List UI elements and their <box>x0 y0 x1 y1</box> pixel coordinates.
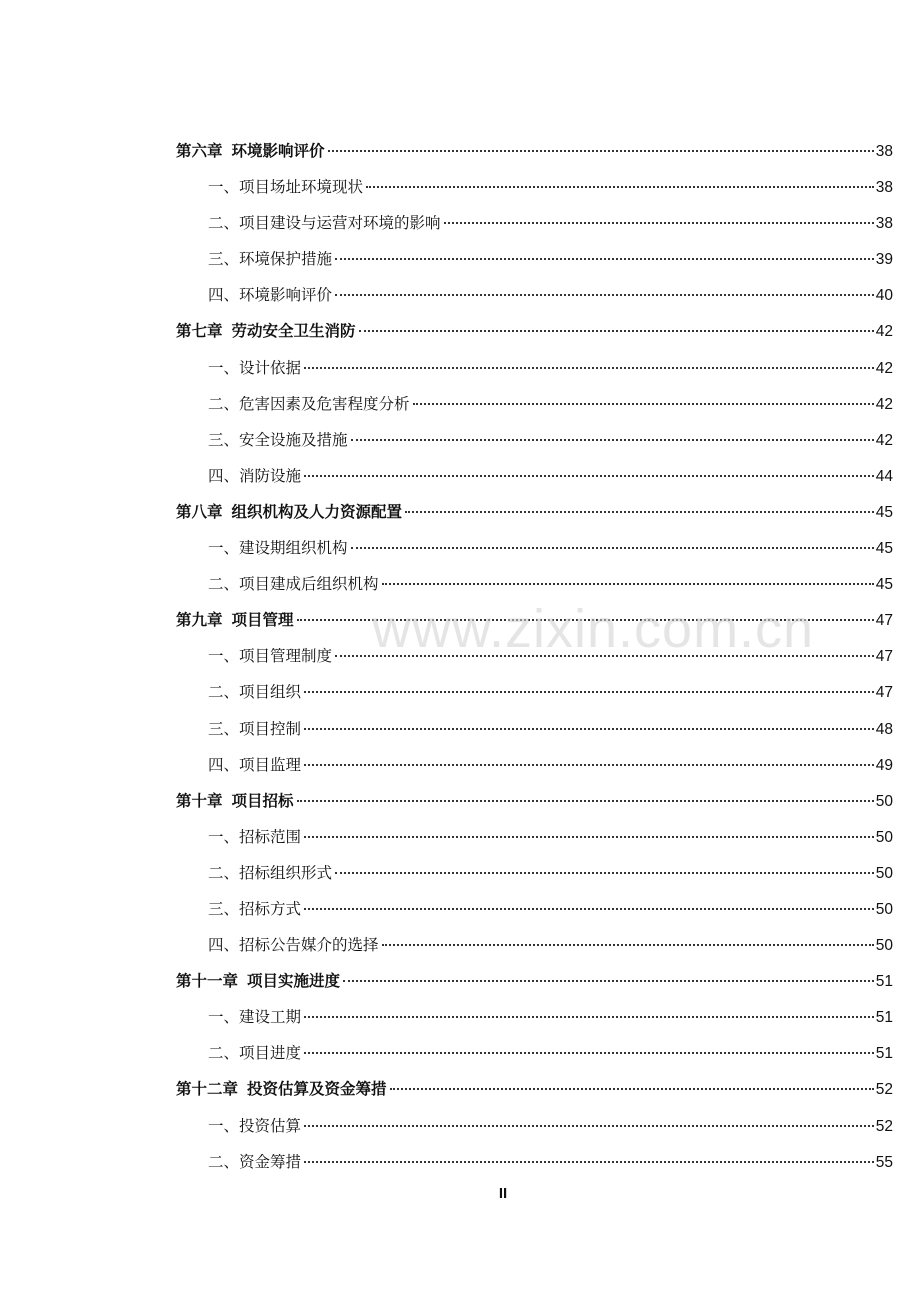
toc-section-entry[interactable] <box>176 999 893 1035</box>
toc-section-entry[interactable] <box>176 566 893 602</box>
watermark: www.zixin.com.cn <box>372 599 815 659</box>
dot-leader <box>366 186 874 188</box>
toc-page-number: 42 <box>875 359 893 377</box>
toc-page-number: 51 <box>875 1045 893 1063</box>
toc-entry-title: 二、资金筹措 <box>208 1152 302 1171</box>
toc-section-entry[interactable] <box>176 638 893 674</box>
toc-section-entry[interactable] <box>176 350 893 386</box>
dot-leader <box>304 728 874 730</box>
toc-entry-title <box>176 133 325 169</box>
toc-section-entry[interactable] <box>176 169 893 205</box>
dot-leader <box>304 764 874 766</box>
dot-leader <box>405 511 874 513</box>
toc-section-entry[interactable] <box>176 1108 893 1144</box>
toc-entry-title <box>176 313 356 349</box>
dot-leader <box>304 691 874 693</box>
dot-leader <box>297 800 874 802</box>
toc-entry-title: 三、招标方式 <box>208 899 302 918</box>
toc-chapter-label: 第七章 <box>176 322 223 341</box>
toc-page-number: 48 <box>875 720 893 738</box>
page-number: II <box>498 1185 508 1202</box>
toc-page-number: 42 <box>875 395 893 413</box>
toc-entry-title: 二、项目建设与运营对环境的影响 <box>208 214 441 233</box>
toc-page-number: 52 <box>875 1117 893 1135</box>
toc-chapter-title: 项目管理 <box>231 611 294 630</box>
toc-chapter-label: 第十二章 <box>176 1080 239 1099</box>
toc-page-number: 47 <box>875 684 893 702</box>
toc-page-number: 42 <box>875 323 893 341</box>
dot-leader <box>304 1125 874 1127</box>
toc-entry-title <box>176 1071 387 1107</box>
toc-chapter-entry[interactable] <box>176 494 893 530</box>
toc-chapter-entry[interactable] <box>176 313 893 349</box>
toc-page-number: 40 <box>875 287 893 305</box>
toc-chapter-label: 第十章 <box>176 791 223 810</box>
dot-leader <box>335 655 874 657</box>
toc-section-entry[interactable] <box>176 674 893 710</box>
dot-leader <box>304 475 874 477</box>
toc-chapter-title: 环境影响评价 <box>231 142 325 160</box>
toc-entry-title: 四、环境影响评价 <box>208 286 333 305</box>
toc-section-entry[interactable] <box>176 927 893 963</box>
toc-page-number: 51 <box>875 1009 893 1027</box>
toc-page-number: 52 <box>875 1081 893 1099</box>
dot-leader <box>444 222 874 224</box>
toc-entry-title <box>176 602 294 638</box>
toc-entry-title: 一、招标范围 <box>208 827 302 846</box>
toc-entry-title: 一、建设工期 <box>208 1008 302 1027</box>
toc-entry-title: 二、项目进度 <box>208 1044 302 1063</box>
dot-leader <box>343 980 874 982</box>
toc-chapter-label: 第九章 <box>176 611 223 630</box>
dot-leader <box>382 944 874 946</box>
toc-section-entry[interactable] <box>176 205 893 241</box>
toc-page-number: 38 <box>875 215 893 233</box>
toc-section-entry[interactable] <box>176 747 893 783</box>
toc-section-entry[interactable] <box>176 241 893 277</box>
toc-entry-title: 一、设计依据 <box>208 358 302 377</box>
toc-section-entry[interactable] <box>176 386 893 422</box>
toc-chapter-title: 项目实施进度 <box>247 972 341 991</box>
toc-page-number: 45 <box>875 503 893 521</box>
toc-page-number: 50 <box>875 864 893 882</box>
toc-page-number: 47 <box>875 612 893 630</box>
toc-section-entry[interactable] <box>176 711 893 747</box>
toc-entry-title: 一、投资估算 <box>208 1116 302 1135</box>
dot-leader <box>359 330 874 332</box>
toc-entry-title <box>176 494 402 530</box>
toc-section-entry[interactable] <box>176 1035 893 1071</box>
toc-chapter-entry[interactable] <box>176 783 893 819</box>
dot-leader <box>351 547 874 549</box>
toc-chapter-label: 第八章 <box>176 502 223 521</box>
dot-leader <box>335 294 874 296</box>
toc-chapter-title: 项目招标 <box>231 791 294 810</box>
dot-leader <box>304 1052 874 1054</box>
toc-page-number: 45 <box>875 576 893 594</box>
toc-entry-title <box>176 963 340 999</box>
dot-leader <box>335 258 874 260</box>
toc-entry-title: 四、消防设施 <box>208 466 302 485</box>
toc-page-number: 45 <box>875 540 893 558</box>
toc-section-entry[interactable] <box>176 458 893 494</box>
toc-entry-title: 二、招标组织形式 <box>208 863 333 882</box>
toc-page-number: 47 <box>875 648 893 666</box>
toc-entry-title: 四、项目监理 <box>208 755 302 774</box>
toc-chapter-title: 劳动安全卫生消防 <box>231 322 356 341</box>
toc-page-number: 50 <box>875 828 893 846</box>
dot-leader <box>304 908 874 910</box>
toc-section-entry[interactable] <box>176 530 893 566</box>
toc-section-entry[interactable] <box>176 1144 893 1180</box>
toc-chapter-entry[interactable] <box>176 133 893 169</box>
toc-entry-title: 三、安全设施及措施 <box>208 430 348 449</box>
toc-page-number: 50 <box>875 937 893 955</box>
dot-leader <box>382 583 874 585</box>
dot-leader <box>390 1088 874 1090</box>
toc-section-entry[interactable] <box>176 277 893 313</box>
toc-page-number: 49 <box>875 756 893 774</box>
toc-page-number: 50 <box>875 792 893 810</box>
toc-page-number: 42 <box>875 431 893 449</box>
table-of-contents <box>176 133 893 1180</box>
toc-entry-title: 四、招标公告媒介的选择 <box>208 936 379 955</box>
dot-leader <box>304 367 874 369</box>
toc-entry-title: 二、项目建成后组织机构 <box>208 575 379 594</box>
toc-entry-title: 一、项目场址环境现状 <box>208 178 364 197</box>
toc-entry-title: 三、环境保护措施 <box>208 250 333 269</box>
dot-leader <box>335 872 874 874</box>
toc-chapter-entry[interactable] <box>176 602 893 638</box>
toc-section-entry[interactable] <box>176 819 893 855</box>
toc-page-number: 55 <box>875 1153 893 1171</box>
dot-leader <box>304 1016 874 1018</box>
dot-leader <box>304 836 874 838</box>
toc-chapter-label: 第十一章 <box>176 972 239 991</box>
dot-leader <box>413 403 874 405</box>
dot-leader <box>297 619 874 621</box>
dot-leader <box>351 439 874 441</box>
toc-entry-title: 二、危害因素及危害程度分析 <box>208 394 410 413</box>
toc-page-number: 38 <box>875 143 893 160</box>
dot-leader <box>328 150 874 152</box>
toc-section-entry[interactable] <box>176 855 893 891</box>
toc-entry-title: 三、项目控制 <box>208 719 302 738</box>
toc-chapter-title: 投资估算及资金筹措 <box>247 1080 387 1099</box>
toc-entry-title: 一、项目管理制度 <box>208 647 333 666</box>
toc-entry-title <box>176 783 294 819</box>
toc-page-number: 51 <box>875 973 893 991</box>
toc-chapter-title: 组织机构及人力资源配置 <box>231 502 403 521</box>
toc-chapter-entry[interactable] <box>176 1071 893 1107</box>
toc-chapter-entry[interactable] <box>176 963 893 999</box>
dot-leader <box>304 1161 874 1163</box>
toc-section-entry[interactable] <box>176 422 893 458</box>
toc-chapter-label: 第六章 <box>176 142 223 160</box>
toc-page-number: 44 <box>875 467 893 485</box>
toc-page-number: 50 <box>875 900 893 918</box>
toc-page-number: 38 <box>875 179 893 197</box>
toc-section-entry[interactable] <box>176 891 893 927</box>
toc-entry-title: 一、建设期组织机构 <box>208 539 348 558</box>
toc-entry-title: 二、项目组织 <box>208 683 302 702</box>
toc-page-number: 39 <box>875 251 893 269</box>
